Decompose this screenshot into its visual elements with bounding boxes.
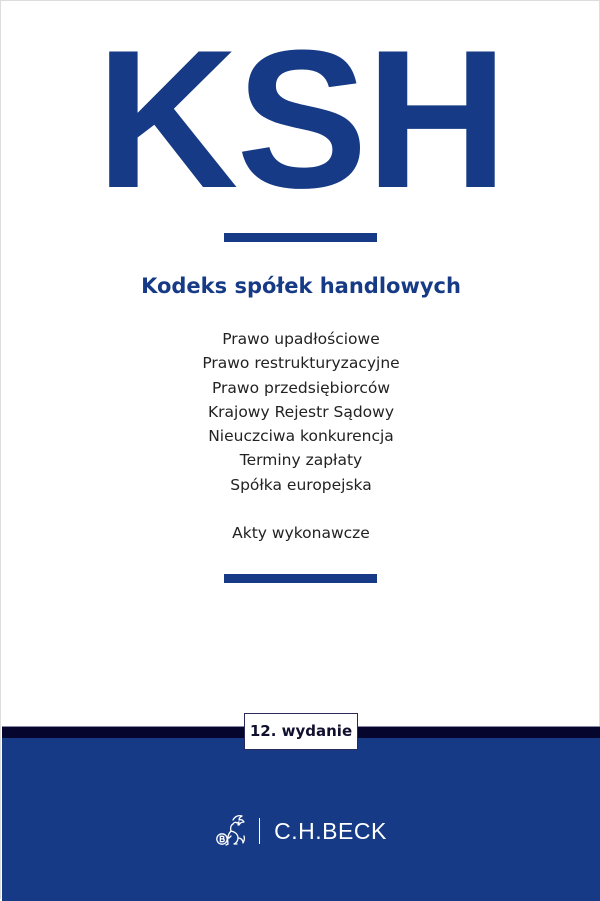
- edition-badge: 12. wydanie: [244, 713, 358, 750]
- griffin-icon: [215, 814, 247, 848]
- topic-item: Terminy zapłaty: [239, 451, 363, 470]
- bottom-divider-rule: [224, 574, 377, 583]
- topic-item: Nieuczciwa konkurencja: [208, 427, 394, 446]
- topic-item: Prawo przedsiębiorców: [211, 378, 390, 397]
- executive-acts-label: Akty wykonawcze: [232, 524, 370, 542]
- cover-subtitle: Kodeks spółek handlowych: [141, 274, 461, 298]
- cover-title: KSH: [96, 9, 506, 229]
- topic-item: Prawo upadłościowe: [222, 330, 380, 348]
- topic-item: Krajowy Rejestr Sądowy: [207, 402, 394, 421]
- publisher-name: C.H.BECK: [274, 818, 387, 844]
- topic-item: Spółka europejska: [230, 475, 372, 494]
- publisher-logo: [1, 813, 600, 849]
- top-divider-rule: [224, 233, 377, 242]
- topic-item: Prawo restrukturyzacyjne: [202, 354, 400, 373]
- publisher-divider: [259, 818, 260, 844]
- topics-list: [1, 327, 600, 497]
